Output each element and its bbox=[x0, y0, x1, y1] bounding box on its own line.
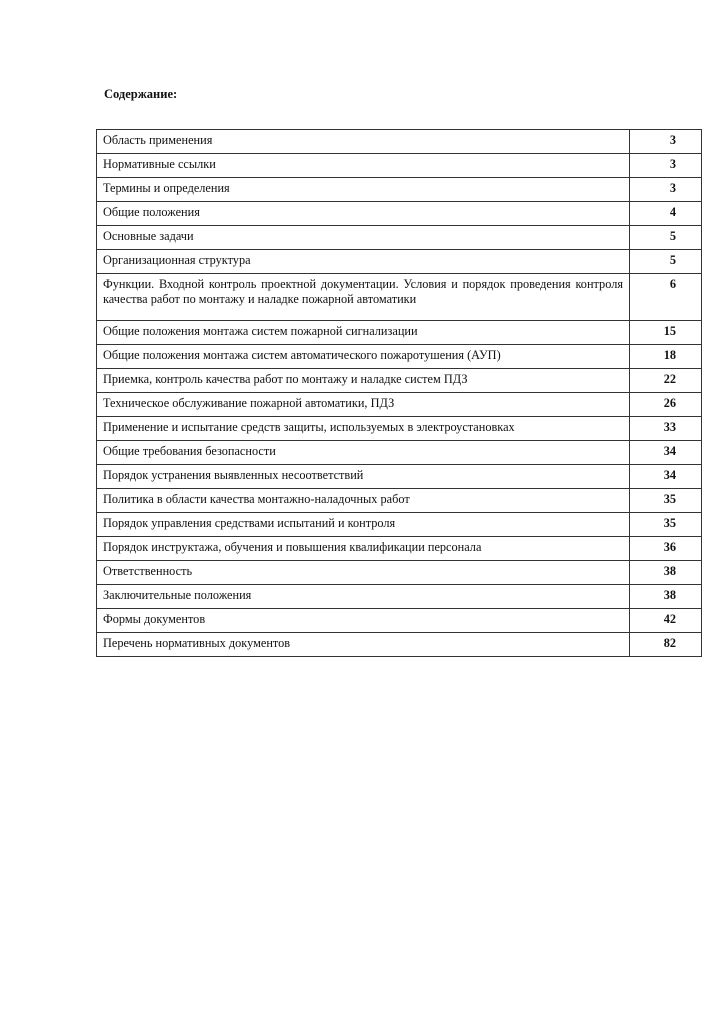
toc-entry-title: Политика в области качества монтажно-наладочных работ bbox=[97, 489, 630, 513]
toc-entry-page: 38 bbox=[630, 585, 702, 609]
toc-entry-page: 6 bbox=[630, 274, 702, 321]
toc-entry-page: 5 bbox=[630, 226, 702, 250]
toc-entry-title: Ответственность bbox=[97, 561, 630, 585]
toc-entry-page: 34 bbox=[630, 441, 702, 465]
toc-row[interactable] bbox=[97, 369, 702, 393]
toc-entry-page: 3 bbox=[630, 154, 702, 178]
toc-entry-title: Область применения bbox=[97, 130, 630, 154]
toc-entry-title: Приемка, контроль качества работ по монтажу и наладке систем ПДЗ bbox=[97, 369, 630, 393]
toc-entry-title: Перечень нормативных документов bbox=[97, 633, 630, 657]
toc-entry-page: 3 bbox=[630, 130, 702, 154]
toc-entry-page: 38 bbox=[630, 561, 702, 585]
toc-entry-page: 35 bbox=[630, 513, 702, 537]
toc-entry-title: Общие требования безопасности bbox=[97, 441, 630, 465]
toc-entry-page: 35 bbox=[630, 489, 702, 513]
toc-row[interactable] bbox=[97, 202, 702, 226]
toc-entry-page: 42 bbox=[630, 609, 702, 633]
toc-table bbox=[96, 129, 702, 657]
toc-row[interactable] bbox=[97, 585, 702, 609]
toc-row[interactable] bbox=[97, 441, 702, 465]
toc-entry-title: Нормативные ссылки bbox=[97, 154, 630, 178]
toc-entry-title: Порядок управления средствами испытаний и контроля bbox=[97, 513, 630, 537]
toc-row[interactable] bbox=[97, 226, 702, 250]
toc-row[interactable] bbox=[97, 274, 702, 321]
toc-heading: Содержание: bbox=[104, 87, 178, 101]
toc-entry-page: 4 bbox=[630, 202, 702, 226]
toc-entry-page: 15 bbox=[630, 321, 702, 345]
toc-row[interactable] bbox=[97, 250, 702, 274]
toc-entry-title: Основные задачи bbox=[97, 226, 630, 250]
toc-row[interactable] bbox=[97, 561, 702, 585]
toc-row[interactable] bbox=[97, 345, 702, 369]
toc-row[interactable] bbox=[97, 537, 702, 561]
toc-entry-title: Общие положения монтажа систем пожарной сигнализации bbox=[97, 321, 630, 345]
toc-entry-page: 34 bbox=[630, 465, 702, 489]
toc-row[interactable] bbox=[97, 633, 702, 657]
toc-entry-title: Техническое обслуживание пожарной автоматики, ПДЗ bbox=[97, 393, 630, 417]
toc-entry-page: 22 bbox=[630, 369, 702, 393]
toc-row[interactable] bbox=[97, 489, 702, 513]
toc-row[interactable] bbox=[97, 393, 702, 417]
toc-row[interactable] bbox=[97, 130, 702, 154]
toc-entry-title: Порядок устранения выявленных несоответствий bbox=[97, 465, 630, 489]
toc-row[interactable] bbox=[97, 513, 702, 537]
toc-entry-title: Применение и испытание средств защиты, используемых в электроустановках bbox=[97, 417, 630, 441]
toc-entry-title: Общие положения bbox=[97, 202, 630, 226]
toc-row[interactable] bbox=[97, 417, 702, 441]
toc-row[interactable] bbox=[97, 154, 702, 178]
toc-entry-page: 82 bbox=[630, 633, 702, 657]
toc-entry-page: 5 bbox=[630, 250, 702, 274]
toc-entry-title: Формы документов bbox=[97, 609, 630, 633]
toc-entry-title: Функции. Входной контроль проектной документации. Условия и порядок проведения контроля качества работ по монтажу и наладке пожарной автоматики bbox=[97, 274, 630, 321]
toc-entry-title: Организационная структура bbox=[97, 250, 630, 274]
toc-row[interactable] bbox=[97, 321, 702, 345]
toc-entry-page: 36 bbox=[630, 537, 702, 561]
toc-entry-page: 18 bbox=[630, 345, 702, 369]
toc-row[interactable] bbox=[97, 178, 702, 202]
toc-entry-page: 3 bbox=[630, 178, 702, 202]
toc-entry-title: Порядок инструктажа, обучения и повышения квалификации персонала bbox=[97, 537, 630, 561]
toc-entry-title: Общие положения монтажа систем автоматического пожаротушения (АУП) bbox=[97, 345, 630, 369]
toc-entry-page: 33 bbox=[630, 417, 702, 441]
toc-row[interactable] bbox=[97, 465, 702, 489]
toc-entry-title: Заключительные положения bbox=[97, 585, 630, 609]
toc-row[interactable] bbox=[97, 609, 702, 633]
toc-entry-title: Термины и определения bbox=[97, 178, 630, 202]
toc-entry-page: 26 bbox=[630, 393, 702, 417]
